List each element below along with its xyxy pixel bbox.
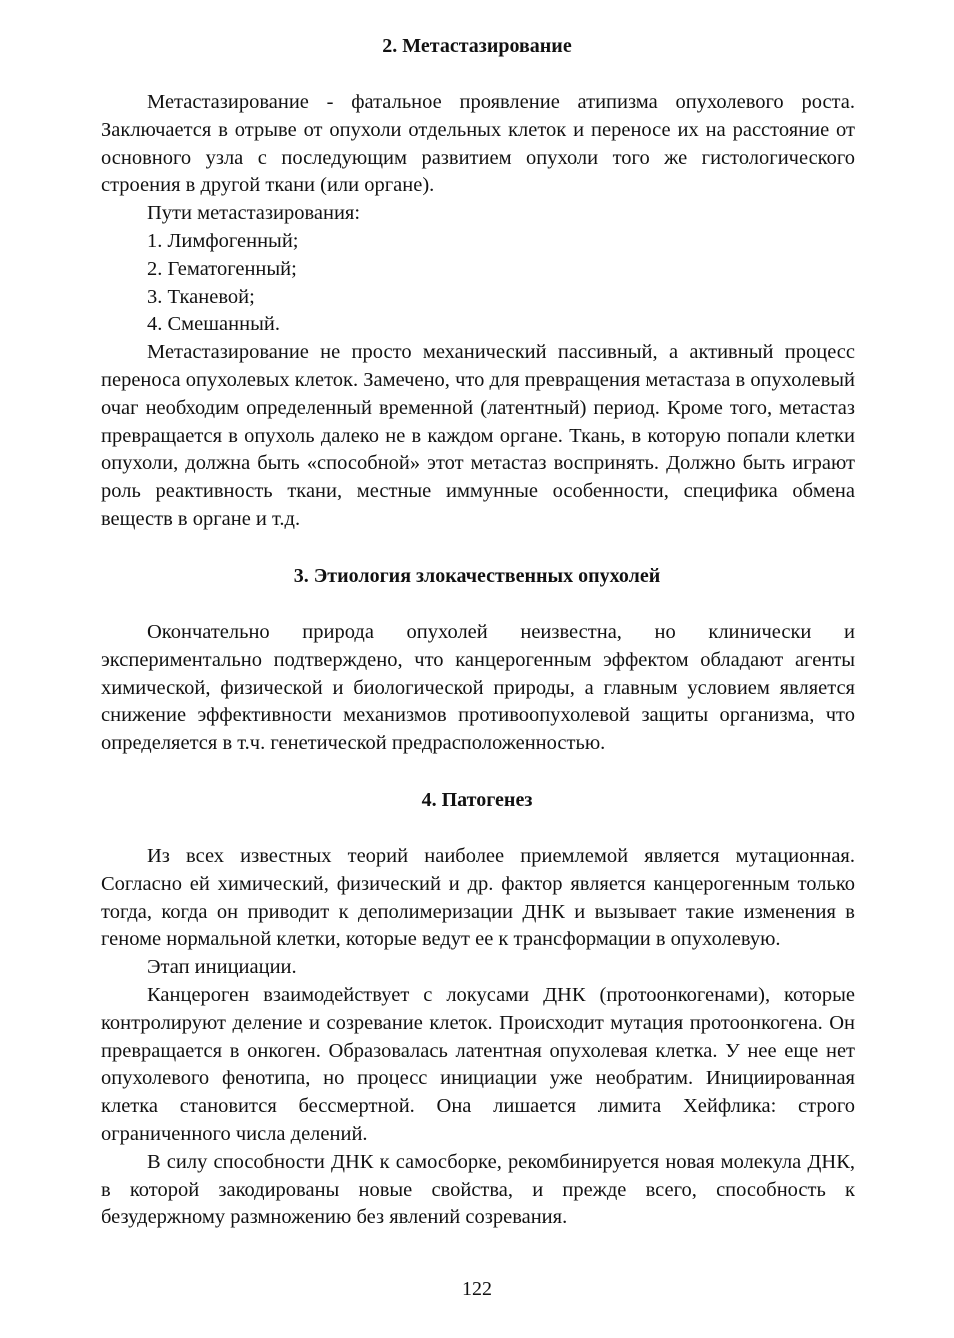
paragraph: Окончательно природа опухолей неизвестна, но клинически и экспериментально подтверждено, что канцерогенным эффектом обладают агенты химической, физической и биологической природы, а главным условием является снижение эффективности механизмов противоопухолевой защиты организма, что определяется в т.ч. генетической предрасположенностью.: [101, 621, 855, 755]
paragraph: Метастазирование - фатальное проявление атипизма опухолевого роста. Заключается в отрыве от опухоли отдельных клеток и переносе их на расстояние от основного узла с последующим развитием опухоли того же гистологического строения в другой ткани (или органе).: [101, 91, 855, 197]
paragraph: Метастазирование не просто механический пассивный, а активный процесс переноса опухолевых клеток. Замечено, что для превращения метастаза в опухолевый очаг необходим определенный временной (латентный) период. Кроме того, метастаз превращается в опухоль далеко не в каждом органе. Ткань, в которую попали клетки опухоли, должна быть «способной» этот метастаз воспринять. Должно быть играют роль реактивность ткани, местные иммунные особенности, специфика обмена веществ в органе и т.д.: [101, 341, 855, 530]
section-2-body: [101, 89, 855, 534]
section-2-heading: 2. Метастазирование: [382, 35, 572, 57]
list-item: 4. Смешанный.: [147, 313, 280, 336]
list-item: 2. Гематогенный;: [147, 257, 297, 280]
section-3-body: [101, 619, 855, 758]
section-3-heading: 3. Этиология злокачественных опухолей: [293, 565, 661, 587]
metastasis-ways-title: Пути метастазирования:: [147, 202, 361, 225]
paragraph: В силу способности ДНК к самосборке, рекомбинируется новая молекула ДНК, в которой закодированы новые свойства, и прежде всего, способность к безудержному размножению без явлений созревания.: [101, 1150, 855, 1229]
paragraph: Из всех известных теорий наиболее приемлемой является мутационная. Согласно ей химический, физический и др. фактор является канцерогенным только тогда, когда он приводит к деполимеризации ДНК и вызывает такие изменения в геноме нормальной клетки, которые ведут ее к трансформации в опухолевую.: [101, 845, 855, 951]
page-number: 122: [462, 1278, 492, 1300]
paragraph: Этап инициации.: [147, 956, 297, 979]
section-4-heading: 4. Патогенез: [421, 789, 533, 811]
section-4-body: [101, 843, 855, 1232]
list-item: 1. Лимфогенный;: [147, 229, 299, 252]
list-item: 3. Тканевой;: [147, 285, 255, 308]
paragraph: Канцероген взаимодействует с локусами ДНК (протоонкогенами), которые контролируют деление и созревание клеток. Происходит мутация протоонкогена. Он превращается в онкоген. Образовалась латентная опухолевая клетка. У нее еще нет опухолевого фенотипа, но процесс инициации уже необратим. Инициированная клетка становится бессмертной. Она лишается лимита Хейфлика: строго ограниченного числа делений.: [101, 983, 855, 1145]
